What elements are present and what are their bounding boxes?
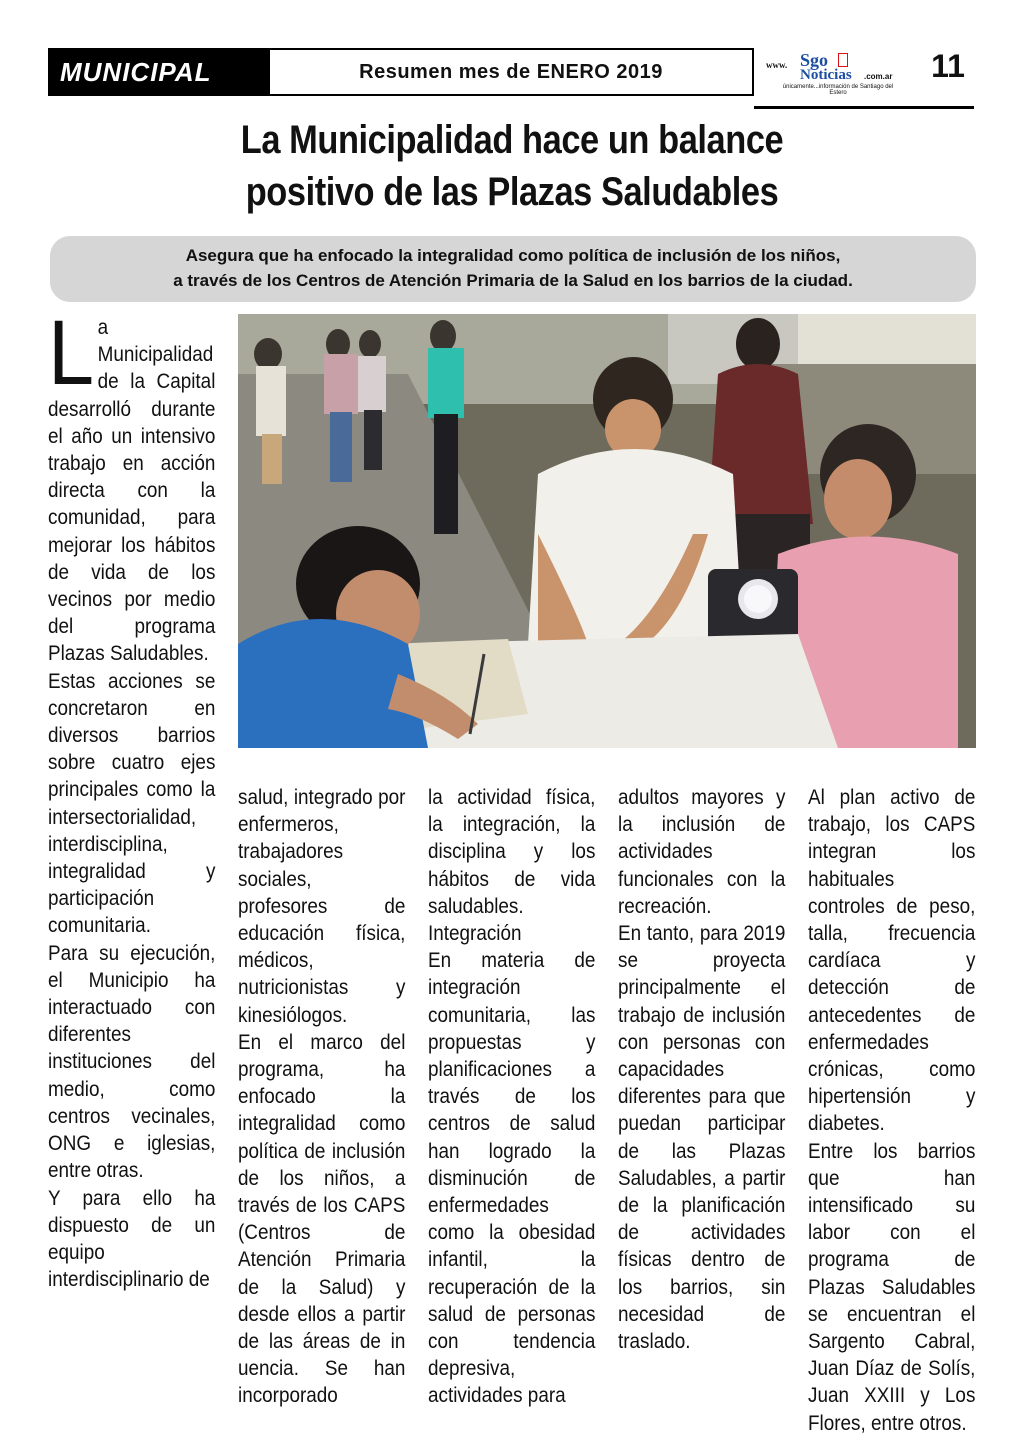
paragraph: la actividad física, la integración, la disciplina y los hábitos de vida saludables. xyxy=(428,786,596,918)
logo-domain: .com.ar xyxy=(864,72,893,81)
paragraph xyxy=(48,302,216,668)
article-column-4 xyxy=(618,784,785,1355)
section-label: MUNICIPAL xyxy=(50,50,270,94)
paragraph: Entre los barrios que han intensificado su labor con el programa de Plazas Saludables se encuentran el Sargento Cabral, Juan Díaz de Solís, Juan XXIII y Los Flores, entre otros. xyxy=(808,1139,976,1435)
issue-label: Resumen mes de ENERO 2019 xyxy=(359,60,663,83)
paragraph: Y para ello ha dispuesto de un equipo interdisciplinario de xyxy=(48,1186,216,1292)
paragraph: En tanto, para 2019 se proyecta principalmente el trabajo de inclusión con personas con capacidades diferentes para que puedan participar de las Plazas Saludables, a partir de la planificación de actividades físicas dentro de los barrios, sin necesidad de traslado. xyxy=(618,922,786,1354)
dropcap: L xyxy=(48,302,95,404)
article-column-2 xyxy=(238,784,405,1410)
paragraph: En materia de integración comunitaria, las propuestas y planificaciones a través de los centros de salud han logrado la disminución de enfermedades como la obesidad infantil, la recuperación de la salud de personas con tendencia depresiva, actividades para xyxy=(428,949,596,1408)
logo-www: www. xyxy=(766,60,788,70)
subsection-heading: Integración xyxy=(428,922,522,946)
health-check-photo xyxy=(238,314,976,748)
paragraph: En el marco del programa, ha enfocado la integralidad como política de inclusión de los niños, a través de los CAPS (Centros de Atención Primaria de la Salud) y desde ellos a partir de las áreas de in uencia. Se han incorporado xyxy=(238,1030,406,1408)
article-column-1 xyxy=(48,302,216,1293)
header-rule xyxy=(754,106,974,109)
subhead-line-1: Asegura que ha enfocado la integralidad como política de inclusión de los niños, xyxy=(185,246,841,265)
flag-icon xyxy=(838,53,848,67)
headline-line-2: positivo de las Plazas Saludables xyxy=(245,170,779,214)
section-header xyxy=(48,48,754,96)
paragraph: Estas acciones se concretaron en diversos barrios sobre cuatro ejes principales como la intersectorialidad, interdisciplina, integralidad y participación comunitaria. xyxy=(48,669,216,938)
logo-brand-top: Sgo xyxy=(800,50,829,70)
article-headline xyxy=(113,114,911,218)
headline-line-1: La Municipalidad hace un balance xyxy=(240,118,784,162)
sgo-noticias-logo[interactable] xyxy=(766,50,900,96)
paragraph: salud, integrado por enfermeros, trabajadores sociales, profesores de educación física, médicos, nutricionistas y kinesiólogos. xyxy=(238,786,406,1027)
article-photo xyxy=(238,314,976,748)
subhead-line-2: a través de los Centros de Atención Primaria de la Salud en los barrios de la ciudad. xyxy=(173,271,853,290)
logo-tagline: únicamente...información de Santiago del Estero xyxy=(782,84,894,96)
article-column-3 xyxy=(428,784,595,1410)
page-number: 11 xyxy=(931,48,965,84)
paragraph: adultos mayores y la inclusión de actividades funcionales con la recreación. xyxy=(618,786,786,918)
paragraph: Al plan activo de trabajo, los CAPS integran los habituales controles de peso, talla, frecuencia cardíaca y detección de antecedentes de enfermedades crónicas, como hipertensión y diabetes. xyxy=(808,786,976,1136)
paragraph-text: a Municipalidad de la Capital desarrolló durante el año un intensivo trabajo en acción directa con la comunidad, para mejorar los hábitos de vida de los vecinos por medio del programa Plazas Saludables. xyxy=(48,316,216,666)
article-subhead xyxy=(50,236,976,302)
logo-brand-bottom: Noticias xyxy=(800,67,852,83)
paragraph: Para su ejecución, el Municipio ha interactuado con diferentes instituciones del medio, como centros vecinales, ONG e iglesias, entre otras. xyxy=(48,941,216,1183)
article-column-5 xyxy=(808,784,975,1437)
